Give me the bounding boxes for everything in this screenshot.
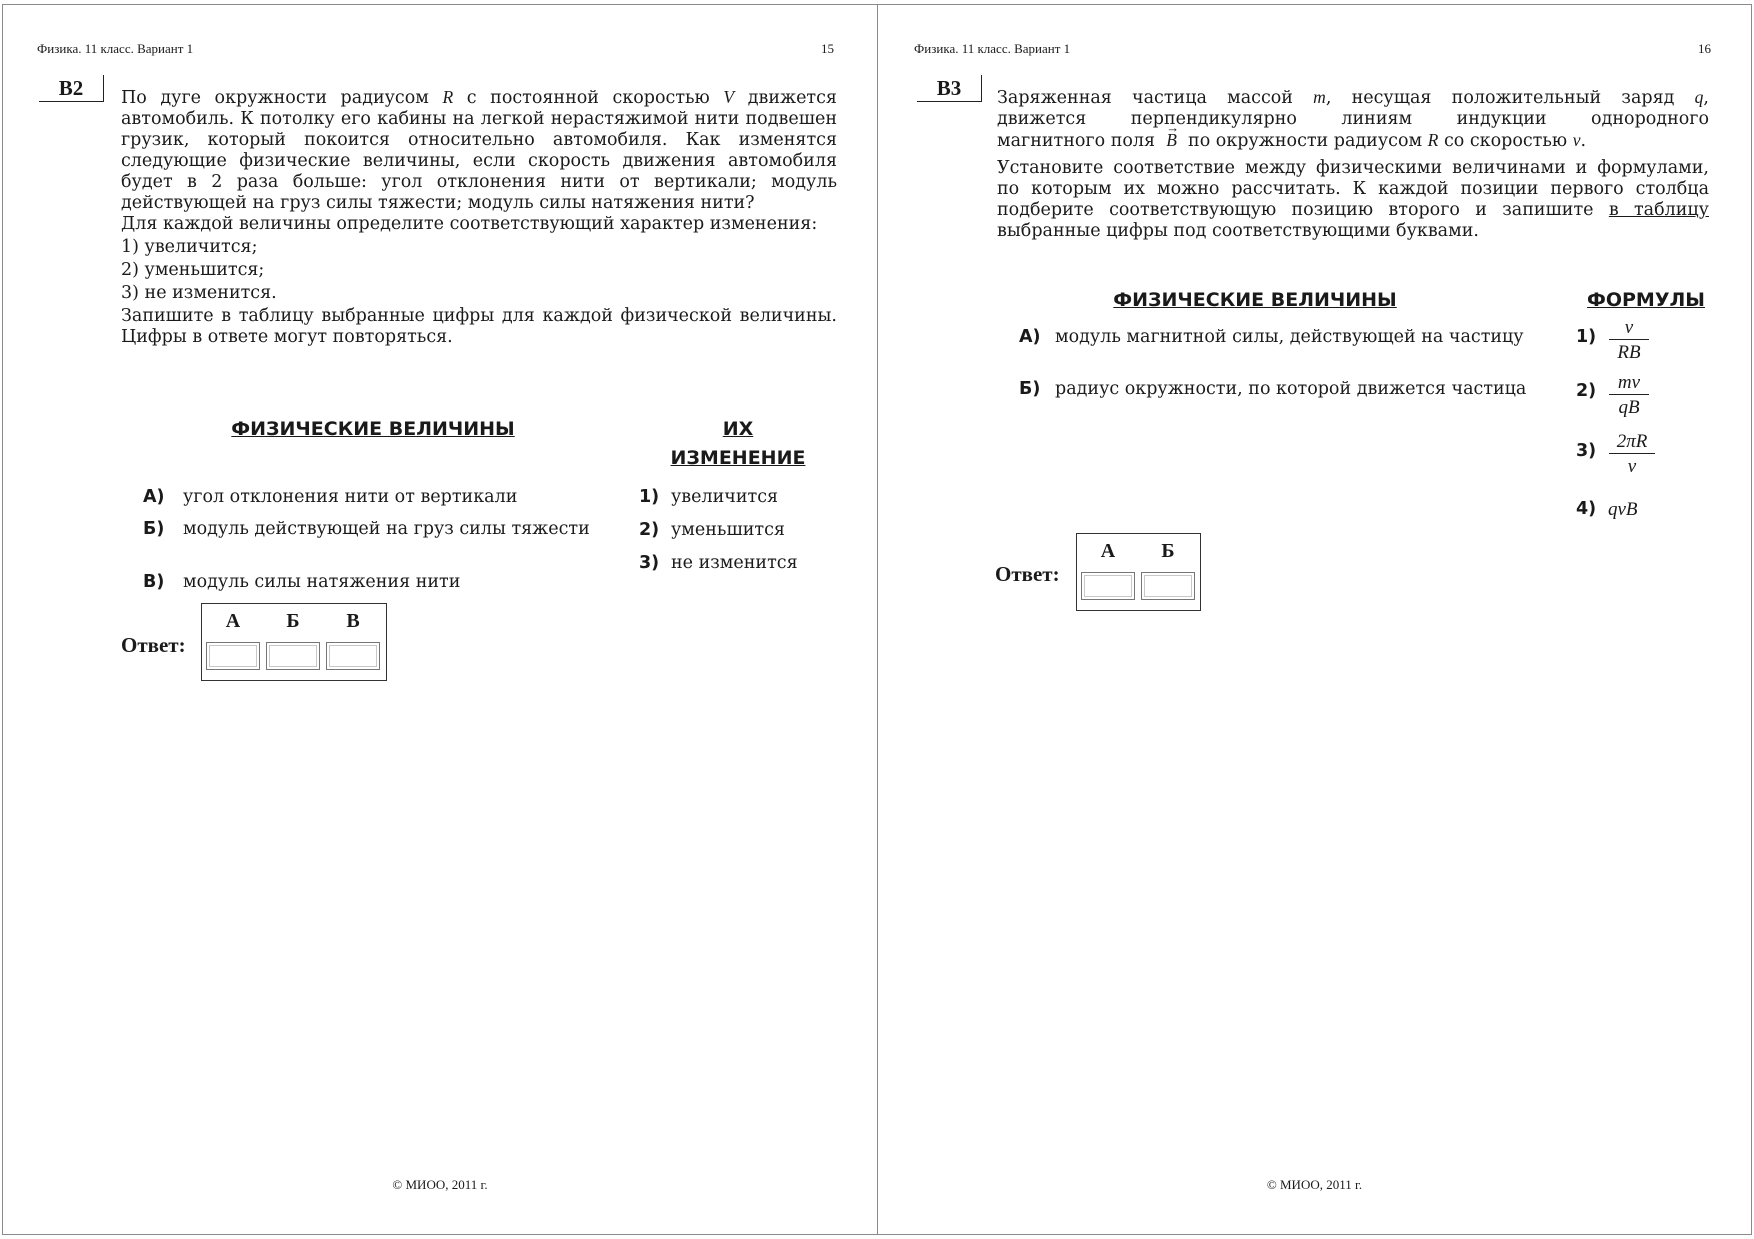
page-footer: © МИОО, 2011 г. [392, 1177, 488, 1192]
formula-denominator: RB [1617, 342, 1641, 363]
answer-col-b: Б [286, 610, 300, 632]
formula-denominator: v [1627, 456, 1637, 477]
answer-table [1076, 533, 1201, 611]
statement-part: со скоростью [1443, 131, 1568, 151]
option-1: 1) увеличится; [121, 237, 258, 257]
answer-cell-a[interactable] [206, 642, 260, 670]
formula-marker: 1) [1576, 327, 1597, 347]
var-R: R [442, 87, 454, 107]
quantity-marker: А) [143, 487, 165, 507]
header-line-1: ИХ [722, 418, 754, 440]
quantity-marker: В) [143, 572, 165, 592]
var-m: m [1313, 87, 1326, 107]
statement-part: , несущая положительный заряд [1325, 88, 1675, 108]
statement-part: по окружности радиусом [1188, 131, 1423, 151]
quantity-a [143, 487, 613, 509]
task-label: B3 [917, 75, 982, 102]
formula-marker-3 [1576, 441, 1606, 463]
page-footer: © МИОО, 2011 г. [1266, 1177, 1363, 1192]
formula-marker-2 [1576, 381, 1606, 403]
instruction: Для каждой величины определите соответствующий характер изменения: [121, 214, 818, 234]
column-header-quantities: ФИЗИЧЕСКИЕ ВЕЛИЧИНЫ [231, 418, 515, 440]
page-16 [877, 4, 1752, 1235]
formula-marker: 2) [1576, 381, 1597, 401]
answer-col-b: Б [1161, 540, 1175, 562]
change-text: не изменится [671, 553, 798, 573]
change-text: уменьшится [671, 520, 785, 540]
statement-part: , [1703, 88, 1709, 108]
formula-4 [1576, 499, 1676, 521]
header-line-2: ИЗМЕНЕНИЕ [670, 447, 806, 469]
statement-part: Заряженная частица массой [997, 88, 1293, 108]
answer-label: Ответ: [995, 562, 1060, 586]
quantity-marker: Б) [1019, 379, 1041, 399]
option-2: 2) уменьшится; [121, 260, 265, 280]
change-text: увеличится [671, 487, 779, 507]
answer-cell-b[interactable] [266, 642, 320, 670]
answer-label: Ответ: [121, 633, 186, 657]
answer-col-c: В [346, 610, 360, 632]
statement-part: . [1580, 131, 1587, 151]
instruction: выбранные цифры под соответствующими буквами. [997, 221, 1479, 241]
answer-col-a: А [225, 610, 241, 632]
column-header-quantities: ФИЗИЧЕСКИЕ ВЕЛИЧИНЫ [1113, 289, 1397, 311]
quantity-c [143, 572, 613, 594]
column-header-formulas: ФОРМУЛЫ [1587, 289, 1705, 311]
answer-cell-a[interactable] [1081, 572, 1135, 600]
instruction-link: в таблицу [1608, 200, 1709, 220]
var-v: v [1572, 130, 1581, 150]
quantity-b [143, 519, 613, 563]
formula-2 [1609, 372, 1649, 419]
var-B-vector: → B [1166, 130, 1177, 151]
formula-3 [1609, 431, 1655, 478]
statement-part: По дуге окружности радиусом [121, 88, 429, 108]
change-2 [639, 520, 839, 542]
answer-cell-c[interactable] [326, 642, 380, 670]
statement-part: движется [747, 88, 837, 108]
quantity-text: модуль магнитной силы, действующей на частицу [1055, 327, 1524, 347]
change-3 [639, 553, 839, 575]
change-marker: 2) [639, 520, 660, 540]
instruction: Установите соответствие между физическими величинами и формулами, по которым их можно рассчитать. К каждой позиции первого столбца подберите соответствующую позицию второго и запишите [997, 158, 1709, 220]
statement-line-2: движется перпендикулярно линиям индукции однородного [997, 109, 1709, 129]
page-number: 16 [1698, 41, 1711, 56]
change-1 [639, 487, 839, 509]
page-15 [2, 4, 878, 1235]
formula-denominator: qB [1618, 397, 1640, 418]
quantity-text: модуль действующей на груз силы тяжести [183, 519, 590, 539]
formula-numerator: mv [1609, 372, 1649, 395]
task-statement [121, 87, 837, 348]
statement-part: с постоянной скоростью [466, 88, 710, 108]
quantity-b [1019, 379, 1539, 423]
task-statement [997, 87, 1709, 242]
statement-part: магнитного поля [997, 131, 1156, 151]
statement-body: автомобиль. К потолку его кабины на легкой нерастяжимой нити подвешен грузик, который покоится относительно автомобиля. Как изменятся следующие физические величины, если скорость движения автомобиля будет в 2 раза больше: угол отклонения нити от вертикали; модуль действующей на груз силы тяжести; модуль силы натяжения нити? [121, 109, 837, 213]
formula-marker-1 [1576, 327, 1606, 349]
option-3: 3) не изменится. [121, 283, 277, 303]
var-V: V [723, 87, 735, 107]
quantity-text: радиус окружности, по которой движется частица [1055, 379, 1527, 399]
page-header: Физика. 11 класс. Вариант 1 [914, 41, 1071, 56]
formula-marker: 3) [1576, 441, 1597, 461]
quantity-marker: Б) [143, 519, 165, 539]
change-marker: 1) [639, 487, 660, 507]
quantity-text: угол отклонения нити от вертикали [183, 487, 518, 507]
quantity-text: модуль силы натяжения нити [183, 572, 461, 592]
task-label: B2 [39, 75, 104, 102]
column-header-changes [643, 415, 833, 473]
change-marker: 3) [639, 553, 660, 573]
formula-1 [1609, 317, 1649, 364]
page-header: Физика. 11 класс. Вариант 1 [37, 41, 194, 56]
formula-expression: qvB [1608, 499, 1638, 520]
answer-table [201, 603, 387, 681]
formula-marker: 4) [1576, 499, 1597, 519]
quantity-marker: А) [1019, 327, 1041, 347]
answer-col-a: А [1100, 540, 1116, 562]
instruction-2: Запишите в таблицу выбранные цифры для каждой физической величины. Цифры в ответе могут повторяться. [121, 306, 837, 347]
formula-numerator: v [1609, 317, 1649, 340]
quantity-a [1019, 327, 1539, 371]
var-q: q [1694, 87, 1704, 107]
page-number: 15 [821, 41, 834, 56]
formula-numerator: 2πR [1609, 431, 1655, 454]
answer-cell-b[interactable] [1141, 572, 1195, 600]
var-R: R [1427, 130, 1439, 150]
